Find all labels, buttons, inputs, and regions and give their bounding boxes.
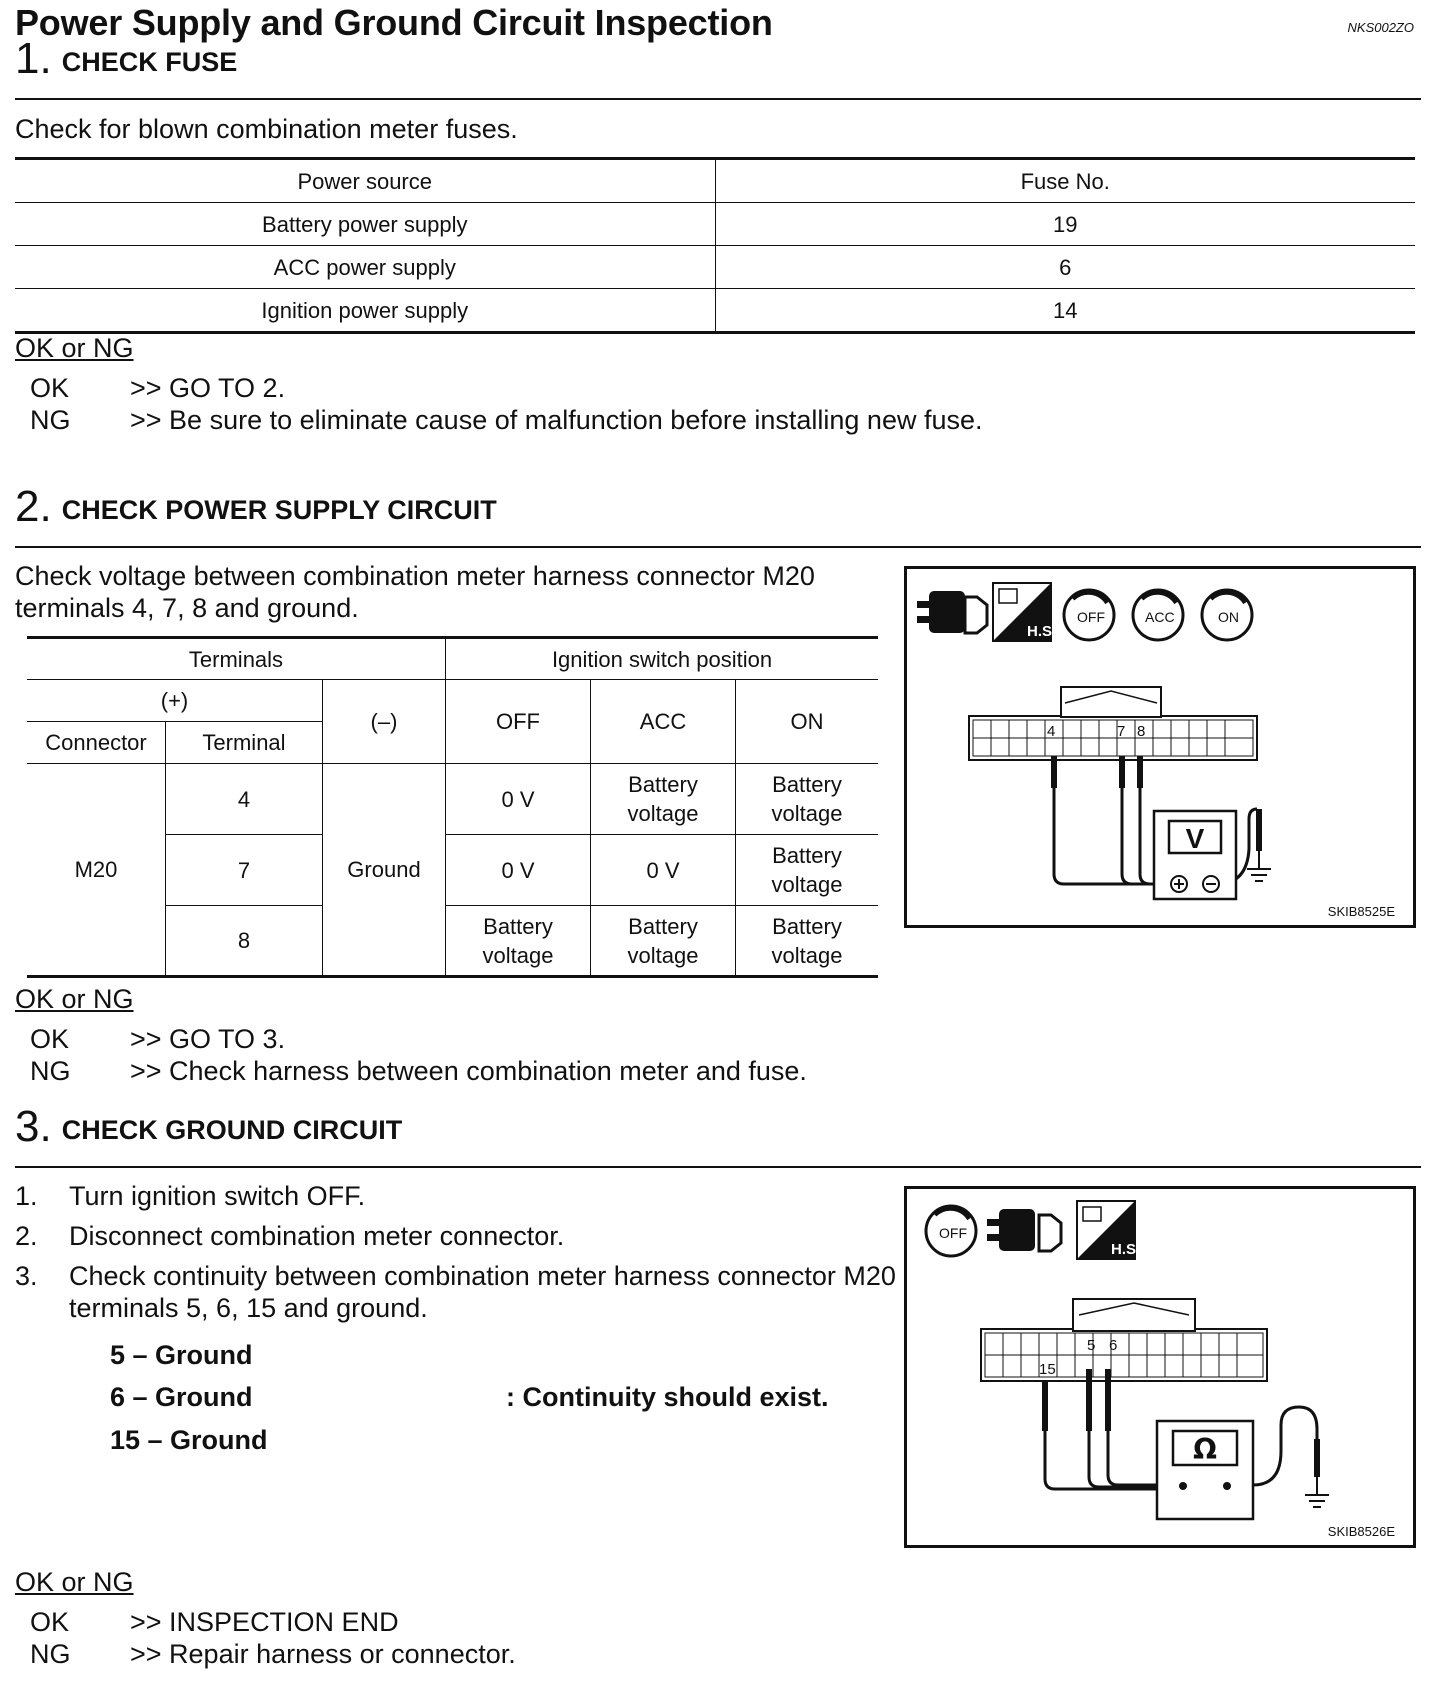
harness-connector <box>981 1299 1267 1381</box>
step-1-instruction: Check for blown combination meter fuses. <box>15 114 518 144</box>
connector-icon <box>987 1209 1061 1251</box>
ng-result <box>30 1639 516 1670</box>
header-on: ON <box>736 680 879 764</box>
header-ignition-position: Ignition switch position <box>446 638 879 680</box>
list-item <box>15 1260 915 1324</box>
header-acc: ACC <box>591 680 736 764</box>
terminal-label: 5 <box>1087 1337 1096 1354</box>
fuse-number-cell: 6 <box>715 246 1415 289</box>
voltage-check-figure <box>904 566 1416 928</box>
item-text: Turn ignition switch OFF. <box>69 1181 366 1211</box>
ok-text: >> INSPECTION END <box>130 1607 399 1637</box>
ok-result <box>30 1607 399 1638</box>
terminal-label: 7 <box>1117 723 1126 740</box>
fuse-number-cell: 19 <box>715 203 1415 246</box>
ignition-acc-icon <box>1133 590 1183 640</box>
instruction-line: Check voltage between combination meter harness connector M20 <box>15 561 815 591</box>
document-code: NKS002ZO <box>1347 20 1414 35</box>
ignition-off-icon <box>926 1206 976 1256</box>
harness-side-icon <box>1077 1201 1140 1259</box>
ignition-on-icon <box>1202 590 1252 640</box>
header-off: OFF <box>446 680 591 764</box>
wiring-diagram <box>907 1189 1413 1545</box>
off-cell: 0 V <box>446 764 591 835</box>
acc-cell: 0 V <box>591 835 736 906</box>
ok-ng-label: OK or NG <box>15 333 134 363</box>
terminal-label: 4 <box>1047 723 1056 740</box>
item-number: 2. <box>15 1221 38 1251</box>
on-cell: Battery voltage <box>736 764 879 835</box>
continuity-check-figure <box>904 1186 1416 1548</box>
table-header-row <box>15 159 1415 203</box>
ng-text: >> Repair harness or connector. <box>130 1639 516 1669</box>
table-row <box>15 246 1415 289</box>
ng-key: NG <box>30 1639 71 1669</box>
header-plus: (+) <box>27 680 323 722</box>
power-source-cell: ACC power supply <box>15 246 715 289</box>
header-terminals: Terminals <box>27 638 446 680</box>
ok-key: OK <box>30 373 70 403</box>
item-number: 1. <box>15 1181 38 1211</box>
table-row <box>15 203 1415 246</box>
terminal-cell: 7 <box>166 835 323 906</box>
fuse-table <box>15 157 1415 334</box>
check-item: 5 – Ground <box>110 1340 253 1370</box>
step-2-instruction <box>15 560 895 624</box>
instruction-line: terminals 4, 7, 8 and ground. <box>15 593 359 623</box>
terminal-cell: 4 <box>166 764 323 835</box>
connector-cell: M20 <box>27 764 166 977</box>
ng-result <box>30 405 983 436</box>
step-title: CHECK FUSE <box>61 47 238 77</box>
step-title: CHECK GROUND CIRCUIT <box>61 1115 403 1145</box>
terminal-label: 8 <box>1137 723 1146 740</box>
item-number: 3. <box>15 1261 38 1291</box>
header-minus: (–) <box>323 680 446 764</box>
continuity-result: : Continuity should exist. <box>506 1382 829 1412</box>
ok-text: >> GO TO 3. <box>130 1024 286 1054</box>
hs-label: H.S. <box>1111 1241 1141 1258</box>
wiring-diagram <box>907 569 1413 925</box>
figure-code: SKIB8526E <box>1327 1524 1395 1539</box>
item-text: Disconnect combination meter connector. <box>69 1221 565 1251</box>
step-number: 1. <box>15 34 52 83</box>
hs-label: H.S. <box>1027 623 1057 640</box>
step-3-heading <box>15 1102 402 1152</box>
key-label: OFF <box>1077 609 1105 625</box>
on-cell: Battery voltage <box>736 906 879 977</box>
table-row <box>27 764 878 835</box>
ng-key: NG <box>30 1056 71 1086</box>
section-divider <box>15 98 1421 100</box>
ng-key: NG <box>30 405 71 435</box>
acc-cell: Battery voltage <box>591 906 736 977</box>
ok-text: >> GO TO 2. <box>130 373 286 403</box>
acc-cell: Battery voltage <box>591 764 736 835</box>
header-terminal: Terminal <box>166 722 323 764</box>
check-item: 15 – Ground <box>110 1425 268 1455</box>
ok-ng-label: OK or NG <box>15 1567 134 1597</box>
ng-text: >> Be sure to eliminate cause of malfunction before installing new fuse. <box>130 405 983 435</box>
terminal-label: 6 <box>1109 1337 1118 1354</box>
header-connector: Connector <box>27 722 166 764</box>
ok-ng-label: OK or NG <box>15 984 134 1014</box>
page-title: Power Supply and Ground Circuit Inspection <box>15 2 773 43</box>
on-cell: Battery voltage <box>736 835 879 906</box>
step-number: 3. <box>15 1102 52 1151</box>
column-header-fuse-no: Fuse No. <box>1020 168 1110 194</box>
ground-cell: Ground <box>323 764 446 977</box>
ok-key: OK <box>30 1024 70 1054</box>
table-row <box>15 289 1415 333</box>
ok-result <box>30 373 285 404</box>
harness-connector <box>969 687 1257 760</box>
key-label: OFF <box>939 1225 967 1241</box>
terminal-label: 15 <box>1039 1361 1056 1378</box>
voltage-table <box>27 636 878 978</box>
meter-symbol: V <box>1185 823 1205 854</box>
section-divider <box>15 1166 1421 1168</box>
key-label: ACC <box>1145 609 1175 625</box>
ignition-off-icon <box>1064 590 1114 640</box>
terminal-cell: 8 <box>166 906 323 977</box>
step-title: CHECK POWER SUPPLY CIRCUIT <box>61 495 497 525</box>
list-item <box>15 1180 915 1212</box>
voltmeter-icon <box>1154 811 1236 899</box>
ng-result <box>30 1056 807 1087</box>
ok-result <box>30 1024 285 1055</box>
key-label: ON <box>1218 609 1239 625</box>
section-divider <box>15 546 1421 548</box>
procedure-list <box>15 1180 915 1330</box>
step-2-heading <box>15 482 497 532</box>
power-source-cell: Ignition power supply <box>15 289 715 333</box>
ohmmeter-icon <box>1157 1421 1253 1519</box>
harness-side-icon <box>993 583 1056 641</box>
item-text: Check continuity between combination meter harness connector M20 terminals 5, 6, 15 and ground. <box>69 1261 896 1323</box>
ng-text: >> Check harness between combination meter and fuse. <box>130 1056 807 1086</box>
figure-code: SKIB8525E <box>1327 904 1395 919</box>
ok-key: OK <box>30 1607 70 1637</box>
list-item <box>15 1220 915 1252</box>
check-item: 6 – Ground <box>110 1382 253 1412</box>
column-header-power-source: Power source <box>15 159 715 203</box>
meter-symbol: Ω <box>1193 1433 1217 1466</box>
fuse-number-cell: 14 <box>715 289 1415 333</box>
off-cell: Battery voltage <box>446 906 591 977</box>
off-cell: 0 V <box>446 835 591 906</box>
step-1-heading <box>15 34 237 84</box>
connector-icon <box>917 591 987 633</box>
power-source-cell: Battery power supply <box>15 203 715 246</box>
step-number: 2. <box>15 482 52 531</box>
